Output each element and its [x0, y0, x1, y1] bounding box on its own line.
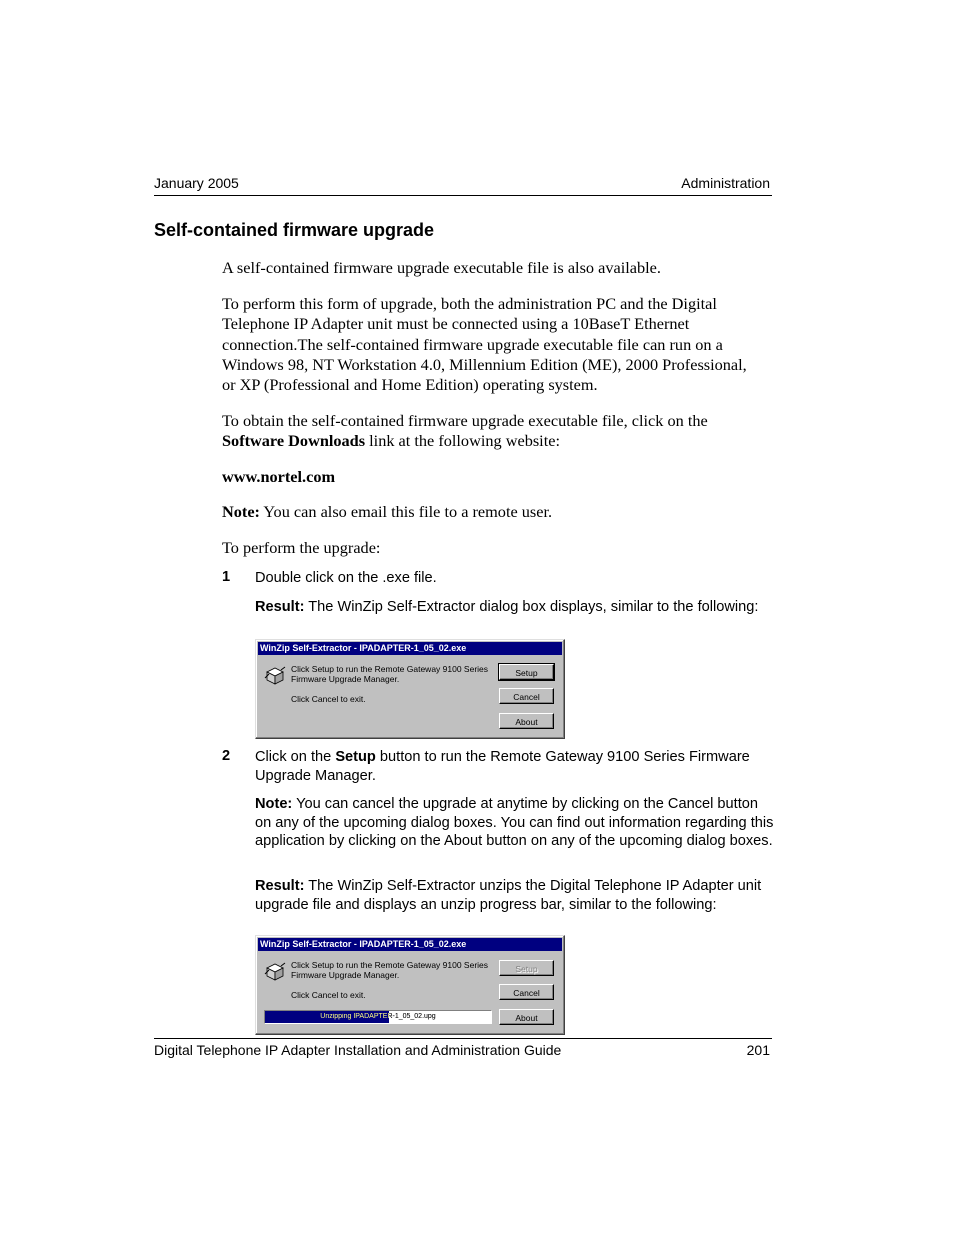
dialog-message: Click Setup to run the Remote Gateway 9100 Series Firmware Upgrade Manager.: [291, 960, 489, 980]
paragraph-intro: A self-contained firmware upgrade executable file is also available.: [222, 258, 661, 277]
about-button[interactable]: About: [499, 1009, 554, 1025]
step-2-number: 2: [222, 748, 231, 764]
paragraph-line: To obtain the self-contained firmware upgrade executable file, click on the: [222, 411, 708, 430]
step-2-result: Result: The WinZip Self-Extractor unzips the Digital Telephone IP Adapter unit upgrade file and displays an unzip progress bar, similar to the following:: [255, 878, 762, 913]
note-email: Note: You can also email this file to a remote user.: [222, 502, 553, 521]
dialog-exit-message: Click Cancel to exit.: [291, 990, 366, 1000]
footer-rule: [154, 1038, 772, 1039]
software-downloads-text: Software Downloads: [222, 431, 366, 451]
paragraph-line: To perform this form of upgrade, both the administration PC and the Digital: [222, 294, 717, 313]
section-title: Self-contained firmware upgrade: [154, 220, 435, 240]
setup-button[interactable]: Setup: [499, 664, 554, 680]
paragraph-requirements: [222, 294, 774, 395]
paragraph-line: or XP (Professional and Home Edition) operating system.: [222, 375, 598, 395]
paragraph-line: Software Downloads link at the following website:: [222, 431, 560, 451]
dialog-titlebar: WinZip Self-Extractor - IPADAPTER-1_05_02.exe: [258, 642, 562, 655]
paragraph-perform: To perform the upgrade:: [222, 538, 381, 557]
unzip-progress-bar: [264, 1010, 492, 1024]
dialog-message: Click Setup to run the Remote Gateway 9100 Series Firmware Upgrade Manager.: [291, 664, 489, 684]
about-button[interactable]: About: [499, 713, 554, 729]
progress-text: Unzipping IPADAPTER-1_05_02.upg: [320, 1013, 436, 1020]
paragraph-line: Windows 98, NT Workstation 4.0, Millennium Edition (ME), 2000 Professional,: [222, 354, 747, 374]
step-1-number: 1: [222, 569, 231, 585]
step-1-result: Result: The WinZip Self-Extractor dialog box displays, similar to the following:: [255, 599, 759, 615]
winzip-dialog-1: [255, 639, 565, 739]
dialog-exit-message: Click Cancel to exit.: [291, 694, 366, 704]
cancel-button[interactable]: Cancel: [499, 984, 554, 1000]
setup-button[interactable]: Setup: [499, 960, 554, 976]
step-1-text: Double click on the .exe file.: [255, 570, 437, 586]
website-link: www.nortel.com: [222, 467, 336, 486]
header-date: January 2005: [154, 175, 239, 191]
dialog-titlebar: WinZip Self-Extractor - IPADAPTER-1_05_02.exe: [258, 938, 562, 951]
paragraph-obtain: [222, 411, 774, 452]
cancel-button[interactable]: Cancel: [499, 688, 554, 704]
header-rule: [154, 195, 772, 196]
step-2-text: Click on the Setup button to run the Remote Gateway 9100 Series Firmware Upgrade Manager.: [255, 749, 750, 784]
note-label: Note:: [222, 502, 260, 521]
paragraph-line: connection.The self-contained firmware upgrade executable file can run on a: [222, 334, 723, 354]
footer-title: Digital Telephone IP Adapter Installation and Administration Guide: [154, 1042, 562, 1058]
paragraph-line: Telephone IP Adapter unit must be connected using a 10BaseT Ethernet: [222, 314, 690, 334]
page-number: 201: [746, 1042, 770, 1058]
winzip-dialog-2: [255, 935, 565, 1035]
setup-bold-text: Setup: [335, 749, 376, 765]
winzip-icon: [263, 960, 287, 984]
winzip-icon: [263, 664, 287, 688]
step-2-note: Note: You can cancel the upgrade at anytime by clicking on the Cancel button on any of the upcoming dialog boxes. You can find out information regarding this application by clicking on the About button on any of the upcoming dialog boxes.: [255, 796, 774, 850]
header-section: Administration: [681, 175, 770, 191]
